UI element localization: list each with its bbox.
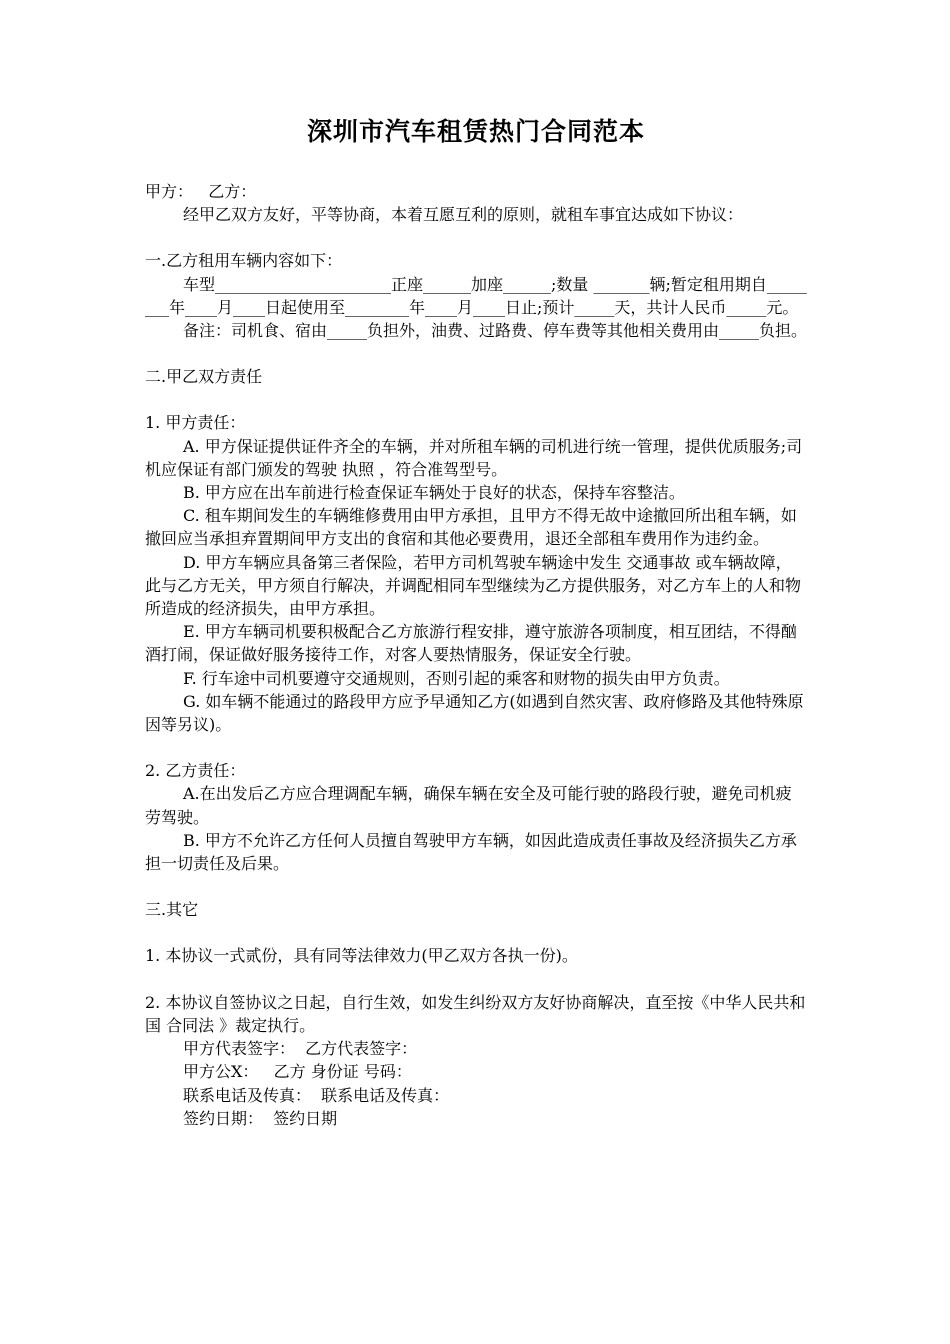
- intro-paragraph: 经甲乙双方友好，平等协商，本着互愿互利的原则，就租车事宜达成如下协议：: [183, 205, 744, 225]
- vehicle-terms-paragraph: 车型______________________正座______加座______;数量 _______辆;暂定租用期自________年____月____日起使用至________年____月____日止;预计_____天，共计人民币_____元。: [145, 274, 807, 317]
- party-a-item: D. 甲方车辆应具备第三者保险，若甲方司机驾驶车辆途中发生 交通事故 或车辆故障，此与乙方无关，甲方须自行解决，并调配相同车型继续为乙方提供服务，对乙方车上的人和物所造成的经济损失，由甲方承担。: [145, 552, 802, 619]
- document-title: 深圳市汽车租赁热门合同范本: [306, 117, 645, 146]
- spacer: [145, 226, 807, 249]
- party-a-item: C. 租车期间发生的车辆维修费用由甲方承担，且甲方不得无故中途撤回所出租车辆，如撤回应当承担弃置期间甲方支出的食宿和其他必要费用，退还全部租车费用作为违约金。: [145, 506, 797, 549]
- party-b-item: A.在出发后乙方应合理调配车辆，确保车辆在安全及可能行驶的路段行驶，避免司机疲劳驾驶。: [145, 784, 792, 827]
- party-a-item: E. 甲方车辆司机要积极配合乙方旅游行程安排，遵守旅游各项制度，相互团结，不得酗酒打闹，保证做好服务接待工作，对客人要热情服务，保证安全行驶。: [145, 622, 797, 665]
- other-item-2: 2. 本协议自签协议之日起，自行生效，如发生纠纷双方友好协商解决，直至按《中华人民共和国 合同法 》裁定执行。: [145, 992, 806, 1035]
- spacer: [145, 736, 807, 759]
- note-paragraph: 备注：司机食、宿由_____负担外，油费、过路费、停车费等其他相关费用由_____负担。: [183, 321, 808, 341]
- section1-heading: 一.乙方租用车辆内容如下：: [145, 251, 343, 271]
- party-b-item: B. 甲方不允许乙方任何人员擅自驾驶甲方车辆，如因此造成责任事故及经济损失乙方承担一切责任及后果。: [145, 830, 797, 874]
- spacer: [145, 388, 807, 411]
- spacer: [145, 342, 807, 365]
- party-b-heading: 2. 乙方责任：: [145, 761, 246, 781]
- spacer: [145, 921, 807, 944]
- signature-line: 甲方代表签字： 乙方代表签字：: [183, 1039, 418, 1059]
- party-a-item: B. 甲方应在出车前进行检查保证车辆处于良好的状态，保持车容整洁。: [183, 483, 685, 503]
- signature-line: 签约日期： 签约日期: [183, 1108, 338, 1128]
- other-item-1: 1. 本协议一式贰份，具有同等法律效力(甲乙双方各执一份)。: [145, 946, 578, 966]
- contract-page: [145, 112, 807, 1130]
- party-a-item: F. 行车途中司机要遵守交通规则，否则引起的乘客和财物的损失由甲方负责。: [183, 668, 730, 688]
- parties-line: 甲方： 乙方：: [145, 182, 257, 201]
- signature-line: 联系电话及传真： 联系电话及传真：: [183, 1085, 450, 1105]
- party-a-heading: 1. 甲方责任：: [145, 413, 246, 433]
- party-a-item: A. 甲方保证提供证件齐全的车辆，并对所租车辆的司机进行统一管理，提供优质服务;司机应保证有部门颁发的驾驶 执照 ，符合准驾型号。: [145, 436, 803, 479]
- party-a-item: G. 如车辆不能通过的路段甲方应予早通知乙方(如遇到自然灾害、政府修路及其他特殊原因等另议)。: [145, 691, 804, 735]
- spacer: [145, 968, 807, 991]
- section2-heading: 二.甲乙双方责任: [145, 367, 263, 387]
- spacer: [145, 875, 807, 898]
- signature-line: 甲方公X： 乙方 身份证 号码：: [183, 1062, 412, 1082]
- section3-heading: 三.其它: [145, 900, 199, 920]
